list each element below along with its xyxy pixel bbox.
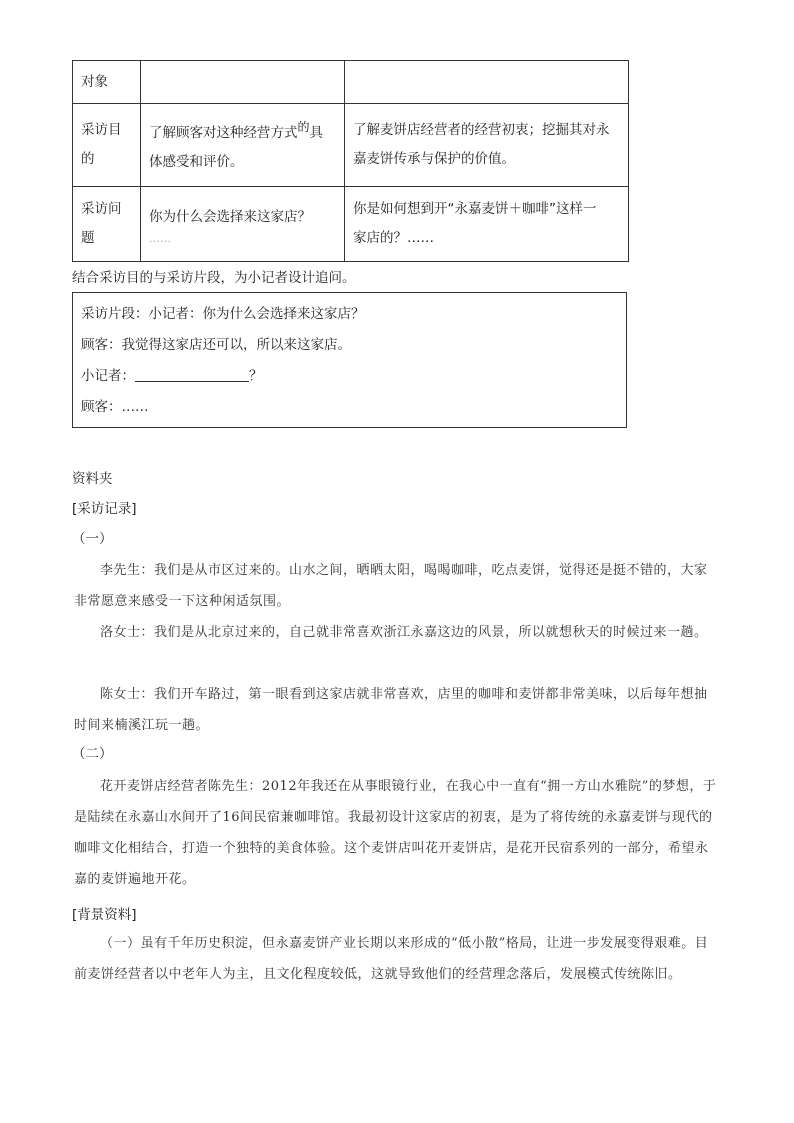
interview-fragment-box (72, 292, 627, 428)
section-background: [背景资料] (72, 907, 137, 923)
interview-paragraph: 陈女士：我们开车路过，第一眼看到这家店就非常喜欢，店里的咖啡和麦饼都非常美味，以后每年想抽时间来楠溪江玩一趟。 (74, 687, 708, 733)
table-row (73, 104, 629, 187)
fragment-line: 顾客：…… (81, 399, 149, 415)
customer-purpose-cell: 了解顾客对这种经营方式的具 体感受和评价。 (141, 104, 345, 187)
table-cell (345, 61, 629, 104)
table-cell (141, 61, 345, 104)
fragment-line: 采访片段：小记者：你为什么会选择来这家店？ (81, 306, 365, 322)
fragment-line-blank: 小记者： ？ (81, 361, 618, 392)
table-row (73, 187, 629, 262)
background-paragraph: （一）虽有千年历史积淀，但永嘉麦饼产业长期以来形成的“低小散”格局，让进一步发展变得艰难。目前麦饼经营者以中老年人为主，且文化程度较低，这就导致他们的经营理念落后，发展模式传统陈旧。 (74, 936, 709, 982)
part-heading: （二） (72, 746, 113, 762)
ellipsis: …… (149, 231, 171, 245)
row-label-purpose: 采访目 的 (73, 104, 141, 187)
fragment-line: 顾客：我觉得这家店还可以，所以来这家店。 (81, 337, 351, 353)
owner-question-cell: 你是如何想到开“永嘉麦饼＋咖啡”这样一 家店的？…… (345, 187, 629, 262)
owner-purpose-cell: 了解麦饼店经营者的经营初衷；挖掘其对永 嘉麦饼传承与保护的价值。 (345, 104, 629, 187)
section-interview-records: [采访记录] (72, 501, 137, 517)
row-label-questions: 采访问 题 (73, 187, 141, 262)
answer-blank[interactable] (135, 365, 249, 382)
materials-title: 资料夹 (72, 471, 113, 487)
interview-paragraph: 李先生：我们是从市区过来的。山水之间，晒晒太阳，喝喝咖啡，吃点麦饼，觉得还是挺不错的，大家非常愿意来感受一下这种闲适氛围。 (74, 563, 708, 609)
interview-paragraph: 洛女士：我们是从北京过来的，自己就非常喜欢浙江永嘉这边的风景，所以就想秋天的时候过来一趟。 (100, 625, 708, 640)
question-prompt: 结合采访目的与采访片段，为小记者设计追问。 (72, 270, 356, 286)
part-heading: （一） (72, 531, 113, 547)
table-row (73, 61, 629, 104)
owner-paragraph: 花开麦饼店经营者陈先生：2012年我还在从事眼镜行业，在我心中一直有“拥一方山水雅院”的梦想，于是陆续在永嘉山水间开了16间民宿兼咖啡馆。我最初设计这家店的初衷，是为了将传统的永嘉麦饼与现代的咖啡文化相结合，打造一个独特的美食体验。这个麦饼店叫花开麦饼店，是花开民宿系列的一部分，希望永嘉的麦饼遍地开花。 (74, 779, 717, 887)
row-label-object: 对象 (73, 61, 141, 104)
interview-plan-table (72, 60, 629, 262)
customer-question-cell: 你为什么会选择来这家店？ …… (141, 187, 345, 262)
